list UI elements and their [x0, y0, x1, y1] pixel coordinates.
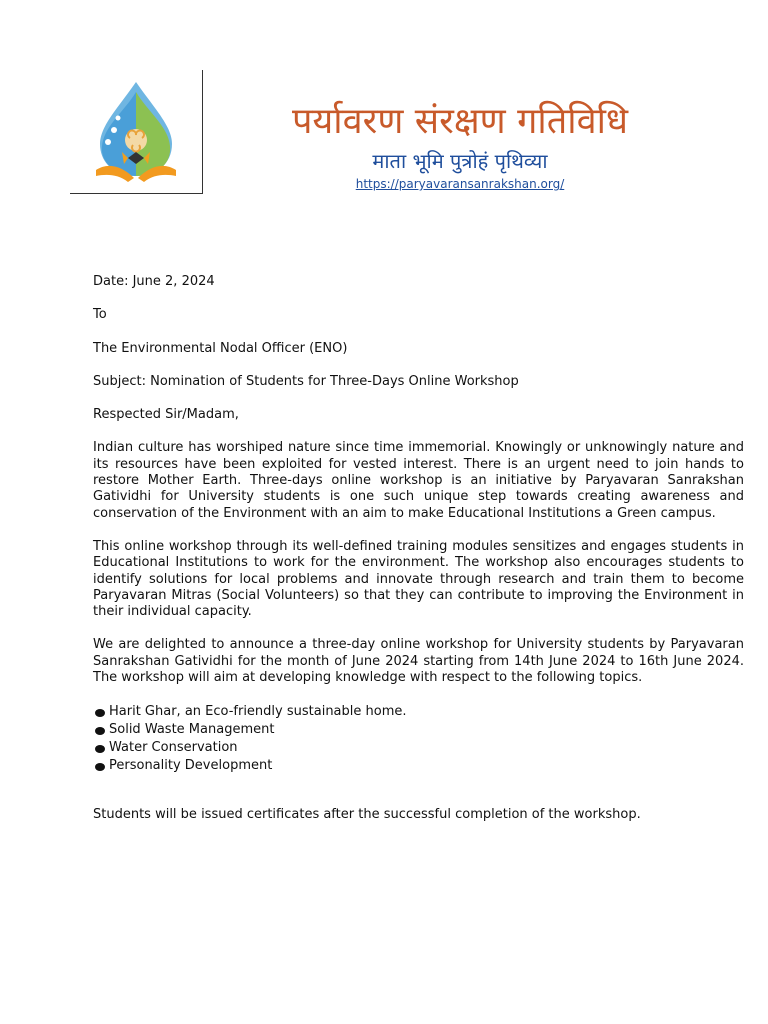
bullet-icon: [95, 745, 105, 753]
bullet-icon: [95, 709, 105, 717]
topic-label: Personality Development: [109, 758, 273, 774]
list-item: [93, 721, 744, 739]
letter-paragraph-1: Indian culture has worshiped nature since time immemorial. Knowingly or unknowingly nature and its resources have been exploited for vested interest. There is an urgent need to join hands to restore Mother Earth. Three-days online workshop is an initiative by Paryavaran Sanrakshan Gatividhi for University students is one such unique step towards creating awareness and conservation of the Environment with an aim to make Educational Institutions a Green campus.: [93, 440, 744, 521]
letter-closing: Students will be issued certificates after the successful completion of the workshop.: [93, 807, 641, 823]
topic-label: Harit Ghar, an Eco-friendly sustainable home.: [109, 704, 407, 720]
topic-label: Solid Waste Management: [109, 722, 275, 738]
topic-list: [93, 703, 744, 775]
list-item: [93, 757, 744, 775]
letter-subject: Subject: Nomination of Students for Three-Days Online Workshop: [93, 373, 519, 389]
letter-paragraph-3: We are delighted to announce a three-day online workshop for University students by Paryavaran Sanrakshan Gatividhi for the month of June 2024 starting from 14th June 2024 to 16th June 2024. The workshop will aim at developing knowledge with respect to the following topics.: [93, 637, 744, 686]
bullet-icon: [95, 763, 105, 771]
organization-website-link[interactable]: https://paryavaransanrakshan.org/: [355, 177, 565, 191]
letter-recipient: The Environmental Nodal Officer (ENO): [93, 340, 348, 356]
list-item: [93, 739, 744, 757]
list-item: [93, 703, 744, 721]
logo-frame: [70, 70, 203, 194]
bullet-icon: [95, 727, 105, 735]
letter-body: [93, 274, 744, 841]
organization-name: पर्यावरण संरक्षण गतिविधि: [291, 101, 629, 142]
letter-to: To: [93, 307, 107, 323]
letter-paragraph-2: This online workshop through its well-defined training modules sensitizes and engages students in Educational Institutions to work for the environment. The workshop also encourages students to identify solutions for local problems and innovate through research and train them to become Paryavaran Mitras (Social Volunteers) so that they can contribute to improving the Environment in their individual capacity.: [93, 538, 744, 620]
organization-tagline: माता भूमि पुत्रोहं पृथिव्या: [372, 149, 548, 173]
drop-leaf-hands-logo-icon: [88, 78, 184, 186]
topic-label: Water Conservation: [109, 740, 238, 756]
letter-date: Date: June 2, 2024: [93, 274, 215, 289]
letter-salutation: Respected Sir/Madam,: [93, 407, 239, 423]
